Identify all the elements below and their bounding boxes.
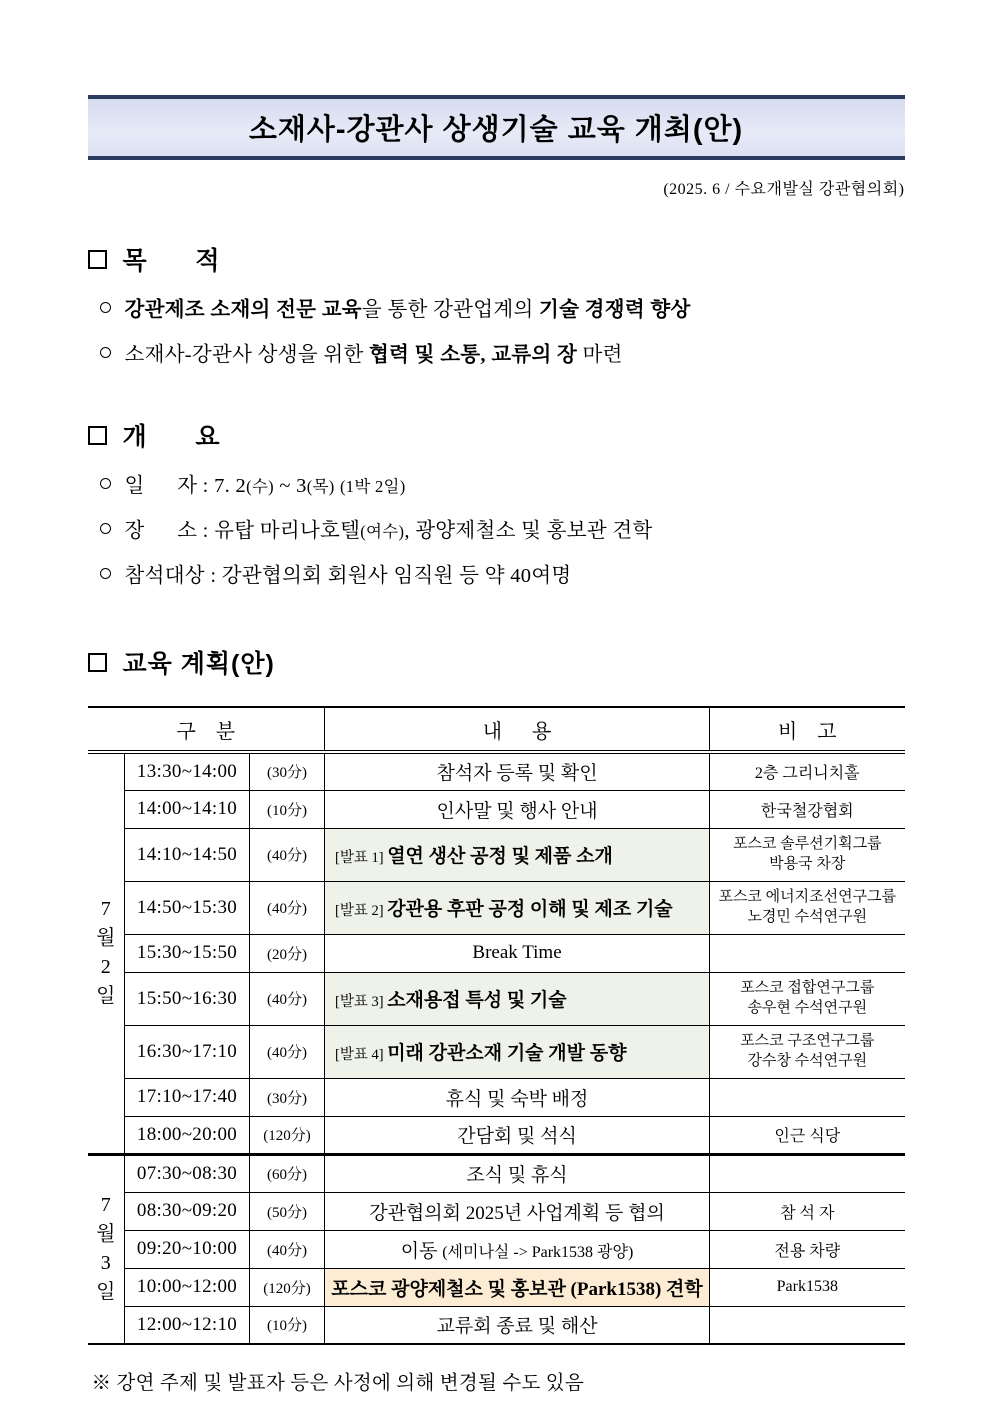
remark-line: 인근 식당 bbox=[774, 1128, 841, 1145]
time-cell: 18:00~20:00 bbox=[125, 1116, 250, 1154]
overview-item-label: 장 소 : bbox=[124, 520, 215, 542]
plan-heading-label: 교육 계획(안) bbox=[122, 650, 275, 678]
remark-line: 송우현 수석연구원 bbox=[747, 999, 868, 1016]
overview-item-text bbox=[125, 561, 572, 592]
table-row bbox=[88, 972, 905, 1025]
day-label bbox=[88, 752, 125, 1154]
text-segment: 소재사-강관사 상생을 위한 bbox=[124, 344, 370, 366]
text-segment: 협력 및 소통, 교류의 장 bbox=[369, 344, 578, 366]
content-text: 휴식 및 숙박 배정 bbox=[445, 1088, 589, 1110]
remarks-cell bbox=[710, 1078, 905, 1116]
content-text: 참석자 등록 및 확인 bbox=[436, 763, 598, 785]
remarks-cell bbox=[710, 934, 905, 972]
content-cell bbox=[325, 1154, 710, 1192]
duration-cell: (40分) bbox=[250, 972, 325, 1025]
content-cell bbox=[325, 1116, 710, 1154]
content-cell bbox=[325, 828, 710, 881]
table-row bbox=[88, 1306, 905, 1344]
purpose-item bbox=[100, 295, 905, 326]
schedule-table-body bbox=[88, 752, 905, 1344]
remarks-cell bbox=[710, 1306, 905, 1344]
purpose-item bbox=[100, 340, 905, 371]
remarks-cell bbox=[710, 790, 905, 828]
content-text: 이동 bbox=[400, 1240, 443, 1262]
overview-item-text bbox=[125, 516, 653, 547]
text-segment: ~ 3 bbox=[273, 475, 307, 497]
remark-line: 강수창 수석연구원 bbox=[747, 1052, 868, 1069]
day-char: 2 bbox=[100, 956, 111, 979]
purpose-item-text bbox=[125, 295, 691, 326]
text-segment: 유탑 마리나호텔 bbox=[214, 520, 361, 542]
time-cell: 15:50~16:30 bbox=[125, 972, 250, 1025]
square-bullet-icon bbox=[88, 250, 107, 269]
remark-line: Park1538 bbox=[776, 1278, 838, 1295]
day-char: 일 bbox=[96, 985, 116, 1008]
overview-item bbox=[100, 516, 905, 547]
text-segment: (1박 2일) bbox=[339, 477, 406, 496]
day-char: 월 bbox=[96, 1223, 116, 1246]
table-row bbox=[88, 1230, 905, 1268]
content-cell bbox=[325, 1268, 710, 1306]
overview-item-label: 참석대상 : bbox=[124, 565, 222, 587]
time-cell: 09:20~10:00 bbox=[125, 1230, 250, 1268]
remark-line: 박용국 차장 bbox=[769, 855, 846, 872]
content-text: 강관용 후판 공정 이해 및 제조 기술 bbox=[387, 899, 673, 920]
table-row bbox=[88, 1116, 905, 1154]
time-cell: 08:30~09:20 bbox=[125, 1192, 250, 1230]
time-cell: 10:00~12:00 bbox=[125, 1268, 250, 1306]
schedule-table-head bbox=[88, 707, 905, 752]
overview-item bbox=[100, 561, 905, 592]
text-segment: (수) bbox=[246, 477, 274, 496]
remark-line: 2층 그리니치홀 bbox=[754, 765, 860, 783]
text-segment: 을 통한 강관업계의 bbox=[361, 299, 540, 321]
content-text: 열연 생산 공정 및 제품 소개 bbox=[387, 846, 613, 867]
purpose-item-text bbox=[125, 340, 623, 371]
remarks-cell bbox=[710, 1192, 905, 1230]
text-segment: 강관협의회 회원사 임직원 등 약 40여명 bbox=[221, 565, 572, 587]
remark-line: 참 석 자 bbox=[780, 1204, 835, 1222]
square-bullet-icon bbox=[88, 426, 107, 445]
circle-bullet-icon bbox=[100, 568, 111, 579]
content-cell bbox=[325, 1230, 710, 1268]
remark-line: 노경민 수석연구원 bbox=[747, 908, 868, 925]
content-text: 포스코 광양제철소 및 홍보관 (Park1538) 견학 bbox=[331, 1278, 703, 1300]
presentation-tag: [발표 2] bbox=[335, 903, 388, 919]
circle-bullet-icon bbox=[100, 347, 111, 358]
content-text: 소재용접 특성 및 기술 bbox=[387, 990, 567, 1011]
circle-bullet-icon bbox=[100, 302, 111, 313]
time-cell: 13:30~14:00 bbox=[125, 752, 250, 790]
table-row bbox=[88, 1154, 905, 1192]
table-row bbox=[88, 934, 905, 972]
content-text: 미래 강관소재 기술 개발 동향 bbox=[387, 1043, 627, 1064]
content-text: 인사말 및 행사 안내 bbox=[436, 800, 598, 822]
time-cell: 12:00~12:10 bbox=[125, 1306, 250, 1344]
text-segment: 마련 bbox=[577, 344, 623, 366]
overview-list bbox=[88, 471, 905, 592]
duration-cell: (60分) bbox=[250, 1154, 325, 1192]
overview-item-label: 일 자 : bbox=[124, 475, 215, 497]
remarks-cell bbox=[710, 1116, 905, 1154]
duration-cell: (50分) bbox=[250, 1192, 325, 1230]
day-char: 일 bbox=[96, 1281, 116, 1304]
duration-cell: (20分) bbox=[250, 934, 325, 972]
schedule-table bbox=[88, 706, 905, 1345]
table-row bbox=[88, 1192, 905, 1230]
duration-cell: (40分) bbox=[250, 828, 325, 881]
remark-line: 포스코 에너지조선연구그룹 bbox=[718, 889, 897, 905]
content-text: 조식 및 휴식 bbox=[466, 1165, 568, 1186]
duration-cell: (30分) bbox=[250, 752, 325, 790]
content-text: 교류회 종료 및 해산 bbox=[436, 1316, 598, 1338]
duration-cell: (120分) bbox=[250, 1116, 325, 1154]
day-char: 7 bbox=[100, 1194, 111, 1217]
time-cell: 15:30~15:50 bbox=[125, 934, 250, 972]
day-char: 월 bbox=[96, 927, 116, 950]
text-segment: 기술 경쟁력 향상 bbox=[539, 299, 691, 321]
circle-bullet-icon bbox=[100, 523, 111, 534]
table-row bbox=[88, 881, 905, 934]
footnote: ※ 강연 주제 및 발표자 등은 사정에 의해 변경될 수도 있음 bbox=[91, 1373, 585, 1394]
text-segment: (여수) bbox=[360, 522, 405, 541]
content-cell bbox=[325, 790, 710, 828]
remark-line: 포스코 구조연구그룹 bbox=[740, 1033, 875, 1049]
content-text: 간담회 및 석식 bbox=[457, 1126, 577, 1147]
content-cell bbox=[325, 752, 710, 790]
remarks-cell bbox=[710, 1154, 905, 1192]
content-text: Break Time bbox=[472, 942, 562, 963]
document-subtitle: (2025. 6 / 수요개발실 강관협의회) bbox=[663, 181, 905, 198]
remarks-cell bbox=[710, 1025, 905, 1078]
purpose-heading bbox=[88, 241, 905, 277]
remark-line: 한국철강협회 bbox=[760, 802, 854, 820]
overview-item bbox=[100, 471, 905, 502]
text-segment: (목) bbox=[306, 477, 335, 496]
time-cell: 07:30~08:30 bbox=[125, 1154, 250, 1192]
table-row bbox=[88, 1078, 905, 1116]
presentation-tag: [발표 1] bbox=[335, 850, 388, 866]
duration-cell: (120分) bbox=[250, 1268, 325, 1306]
plan-heading bbox=[88, 644, 905, 680]
duration-cell: (40分) bbox=[250, 1230, 325, 1268]
remarks-cell bbox=[710, 828, 905, 881]
remark-line: 전용 차량 bbox=[774, 1242, 841, 1260]
table-row bbox=[88, 752, 905, 790]
header-remarks: 비 고 bbox=[710, 707, 905, 752]
circle-bullet-icon bbox=[100, 478, 111, 489]
header-content: 내 용 bbox=[325, 707, 710, 752]
remarks-cell bbox=[710, 881, 905, 934]
content-cell bbox=[325, 881, 710, 934]
content-tail-text: (세미나실 -> Park1538 광양) bbox=[442, 1243, 634, 1261]
content-cell bbox=[325, 1025, 710, 1078]
text-segment: 강관제조 소재의 전문 교육 bbox=[124, 299, 362, 321]
duration-cell: (40分) bbox=[250, 1025, 325, 1078]
time-cell: 17:10~17:40 bbox=[125, 1078, 250, 1116]
duration-cell: (30分) bbox=[250, 1078, 325, 1116]
duration-cell: (10分) bbox=[250, 790, 325, 828]
overview-item-text bbox=[125, 471, 406, 502]
content-cell bbox=[325, 1192, 710, 1230]
overview-heading bbox=[88, 417, 905, 453]
table-row bbox=[88, 1268, 905, 1306]
remark-line: 포스코 솔루션기획그룹 bbox=[732, 836, 882, 852]
table-row bbox=[88, 790, 905, 828]
content-cell bbox=[325, 972, 710, 1025]
content-text: 강관협의회 2025년 사업계획 등 협의 bbox=[369, 1202, 665, 1224]
remarks-cell bbox=[710, 752, 905, 790]
content-cell bbox=[325, 934, 710, 972]
content-cell bbox=[325, 1078, 710, 1116]
duration-cell: (10分) bbox=[250, 1306, 325, 1344]
duration-cell: (40分) bbox=[250, 881, 325, 934]
presentation-tag: [발표 3] bbox=[335, 994, 388, 1010]
header-row bbox=[88, 707, 905, 752]
time-cell: 14:10~14:50 bbox=[125, 828, 250, 881]
time-cell: 14:50~15:30 bbox=[125, 881, 250, 934]
text-segment: , 광양제철소 및 홍보관 견학 bbox=[404, 520, 653, 542]
remarks-cell bbox=[710, 1268, 905, 1306]
text-segment: 7. 2 bbox=[214, 475, 247, 497]
presentation-tag: [발표 4] bbox=[335, 1047, 388, 1063]
document-page bbox=[88, 0, 905, 1395]
day-char: 3 bbox=[100, 1252, 111, 1275]
purpose-list bbox=[88, 295, 905, 371]
title-banner bbox=[88, 95, 905, 160]
day-char: 7 bbox=[100, 898, 111, 921]
remarks-cell bbox=[710, 972, 905, 1025]
time-cell: 14:00~14:10 bbox=[125, 790, 250, 828]
table-row bbox=[88, 828, 905, 881]
day-label bbox=[88, 1154, 125, 1344]
remarks-cell bbox=[710, 1230, 905, 1268]
header-category: 구 분 bbox=[88, 707, 325, 752]
content-cell bbox=[325, 1306, 710, 1344]
square-bullet-icon bbox=[88, 653, 107, 672]
table-row bbox=[88, 1025, 905, 1078]
document-title: 소재사-강관사 상생기술 교육 개최(안) bbox=[248, 114, 744, 146]
remark-line: 포스코 접합연구그룹 bbox=[740, 980, 875, 996]
purpose-heading-label: 목 적 bbox=[122, 247, 221, 275]
time-cell: 16:30~17:10 bbox=[125, 1025, 250, 1078]
overview-heading-label: 개 요 bbox=[122, 423, 221, 451]
